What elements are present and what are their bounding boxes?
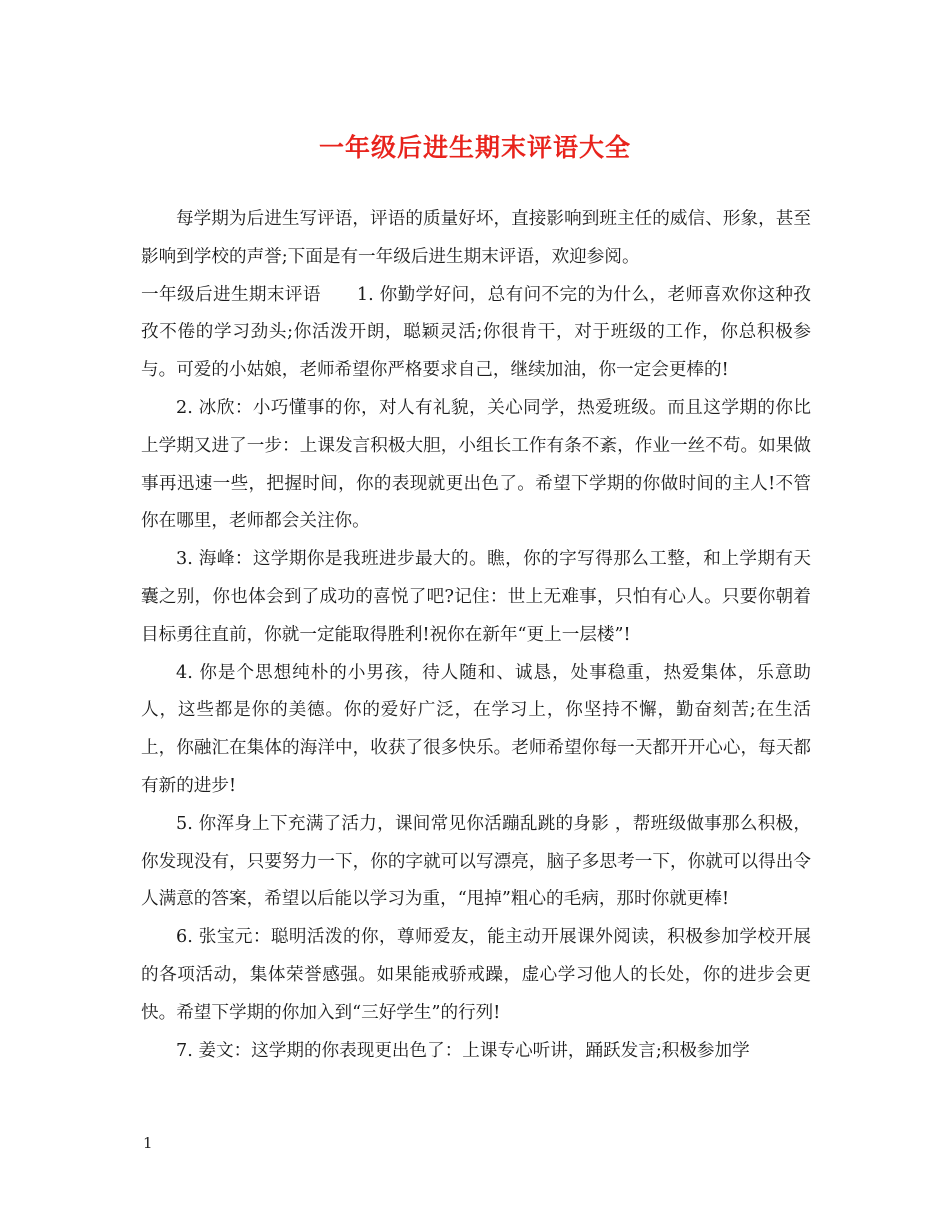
comment-item-7: 7. 姜文：这学期的你表现更出色了：上课专心听讲，踊跃发言;积极参加学 — [176, 1040, 750, 1061]
document-body — [141, 201, 811, 1070]
page-number: 1 — [143, 1134, 153, 1152]
comment-item-3: 3. 海峰：这学期你是我班进步最大的。瞧，你的字写得那么工整，和上学期有天囊之别，你也体会到了成功的喜悦了吧?记住：世上无难事，只怕有心人。只要你朝着目标勇往直前，你就一定能取得胜利!祝你在新年“更上一层楼”! — [141, 549, 811, 645]
comment-item-6: 6. 张宝元：聪明活泼的你，尊师爱友，能主动开展课外阅读，积极参加学校开展的各项活动，集体荣誉感强。如果能戒骄戒躁，虚心学习他人的长处，你的进步会更快。希望下学期的你加入到“三好学生”的行列! — [141, 927, 811, 1023]
first-comment-paragraph — [141, 277, 811, 390]
comment-item-1: 1. 你勤学好问，总有问不完的为什么，老师喜欢你这种孜孜不倦的学习劲头;你活泼开朗，聪颖灵活;你很肯干，对于班级的工作，你总积极参与。可爱的小姑娘，老师希望你严格要求自己，继续加油，你一定会更棒的! — [141, 284, 811, 381]
section-heading: 一年级后进生期末评语 — [141, 284, 321, 305]
document-title: 一年级后进生期末评语大全 — [318, 133, 631, 162]
comment-item-2: 2. 冰欣：小巧懂事的你，对人有礼貌，关心同学，热爱班级。而且这学期的你比上学期又进了一步：上课发言积极大胆，小组长工作有条不紊，作业一丝不苟。如果做事再迅速一些，把握时间，你的表现就更出色了。希望下学期的你做时间的主人!不管你在哪里，老师都会关注你。 — [141, 397, 811, 532]
intro-paragraph: 每学期为后进生写评语，评语的质量好坏，直接影响到班主任的威信、形象，甚至影响到学校的声誉;下面是有一年级后进生期末评语，欢迎参阅。 — [141, 209, 811, 267]
comment-item-4: 4. 你是个思想纯朴的小男孩，待人随和、诚恳，处事稳重，热爱集体，乐意助人，这些都是你的美德。你的爱好广泛，在学习上，你坚持不懈，勤奋刻苦;在生活上，你融汇在集体的海洋中，收获了很多快乐。老师希望你每一天都开开心心，每天都有新的进步! — [141, 662, 811, 796]
comment-item-5: 5. 你浑身上下充满了活力，课间常见你活蹦乱跳的身影 ，帮班级做事那么积极，你发现没有，只要努力一下，你的字就可以写漂亮，脑子多思考一下，你就可以得出令人满意的答案，希望以后能以学习为重，“甩掉”粗心的毛病，那时你就更棒! — [141, 813, 811, 910]
